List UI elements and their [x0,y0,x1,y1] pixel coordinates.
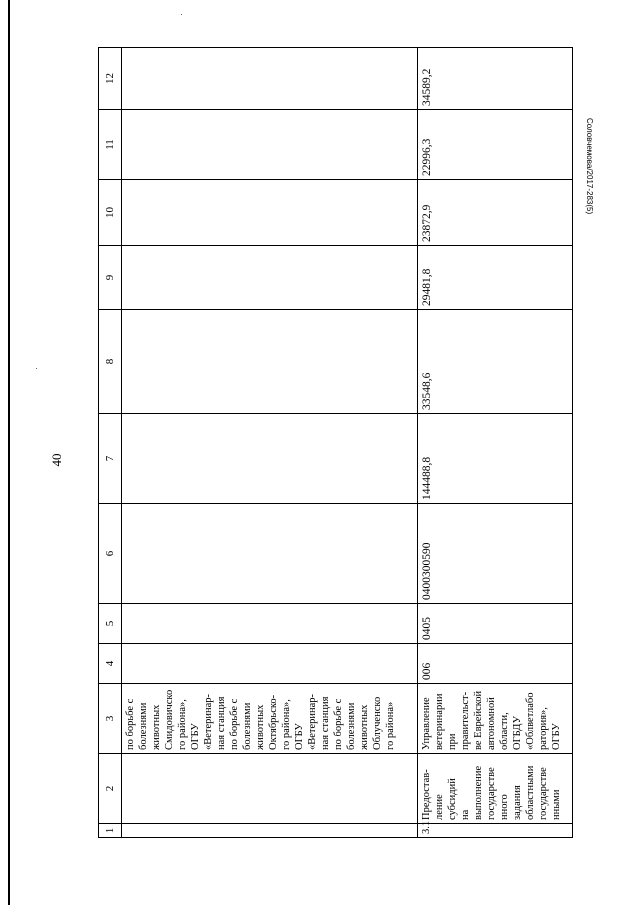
table-row [122,48,418,838]
cell-number: 3.1 [418,824,573,838]
header-cell: 7 [99,414,122,504]
rotated-table-wrapper [98,48,573,838]
cell-target-article [122,504,418,604]
cell-section [122,604,418,644]
header-cell: 5 [99,604,122,644]
cell-grbs [122,644,418,684]
header-cell: 12 [99,48,122,110]
cell-target-article: 0400300590 [418,504,573,604]
cell-section: 0405 [418,604,573,644]
cell-executor: по борьбе с болезнями животных Смидовичско го района», ОГБУ «Ветеринар- ная станция по борьбе с болезнями животных Октябрьско- го района», ОГБУ «Ветеринар- ная станция по борьбе с болезнями животных Облученско го района» [122,684,418,754]
cell-year-5: 34589,2 [418,48,573,110]
cell-year-3: 23872,9 [418,180,573,246]
header-cell: 3 [99,684,122,754]
cell-number [122,824,418,838]
document-code: Соловчемова/2017-283(5) [585,118,594,215]
budget-table [98,47,573,838]
cell-year-1 [122,310,418,414]
header-cell: 9 [99,246,122,310]
binding-line [8,0,10,905]
cell-year-5 [122,48,418,110]
header-cell: 8 [99,310,122,414]
cell-year-4 [122,110,418,180]
cell-activity: Предостав- ление субсидий на выполнение государстве нного задания областными государстве нными [418,754,573,824]
cell-year-1: 33548,6 [418,310,573,414]
header-cell: 6 [99,504,122,604]
cell-grbs: 006 [418,644,573,684]
cell-year-2 [122,246,418,310]
scan-speck [36,368,37,369]
cell-year-4: 22996,3 [418,110,573,180]
header-row [99,48,122,838]
cell-activity [122,754,418,824]
header-cell: 2 [99,754,122,824]
scan-speck [181,14,182,15]
page-number: 40 [49,453,64,467]
cell-total: 144488,8 [418,414,573,504]
table-row [418,48,573,838]
cell-year-2: 29481,8 [418,246,573,310]
header-cell: 11 [99,110,122,180]
header-cell: 10 [99,180,122,246]
header-cell: 1 [99,824,122,838]
header-cell: 4 [99,644,122,684]
cell-executor: Управление ветеринарии при правительст- ве Еврейской автономной области, ОГБДУ «Облветлабо ратория», ОГБУ [418,684,573,754]
cell-year-3 [122,180,418,246]
cell-total [122,414,418,504]
